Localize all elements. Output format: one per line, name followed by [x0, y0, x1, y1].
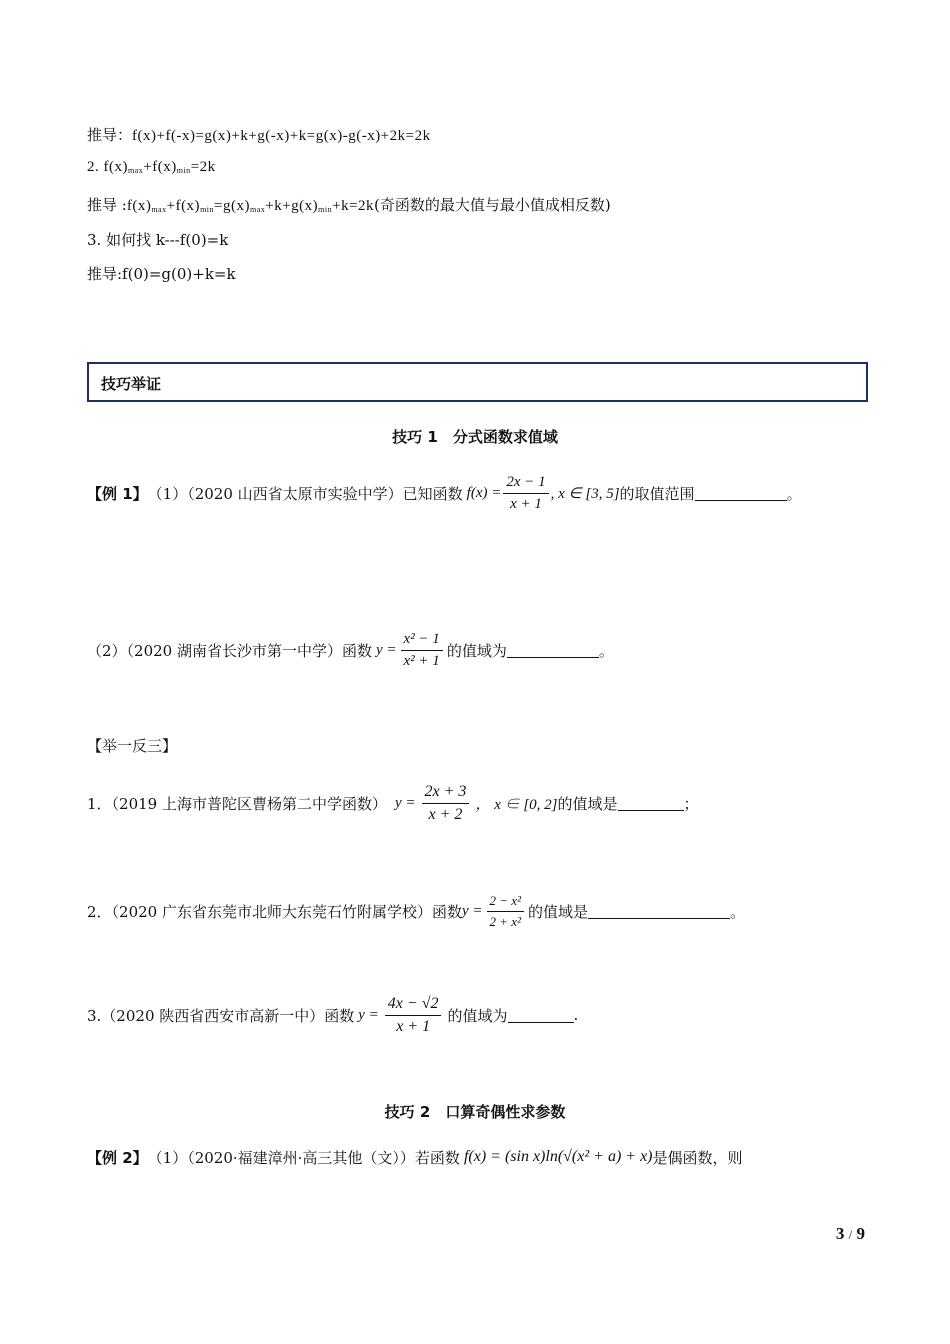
skill-1-title: 技巧 1 分式函数求值域	[392, 428, 558, 446]
question-text: 3.（2020 陕西省西安市高新一中）函数	[87, 1006, 355, 1025]
derivation-prefix: 推导：	[87, 126, 133, 144]
punctuation: 。	[730, 902, 746, 921]
skill-2-title: 技巧 2 口算奇偶性求参数	[384, 1103, 566, 1121]
numerator: 4x − √2	[385, 995, 442, 1016]
fraction	[503, 474, 548, 513]
formula-part: =g(x)	[214, 198, 250, 214]
subscript-min: min	[200, 205, 215, 214]
question-text: 的值域是	[557, 794, 618, 813]
function-name: y =	[462, 902, 483, 919]
answer-blank[interactable]	[507, 642, 599, 658]
punctuation: 。	[786, 484, 802, 503]
page-current: 3	[835, 1224, 845, 1243]
question-text: 的值域为	[447, 1006, 508, 1025]
punctuation: .	[573, 1006, 579, 1024]
item-number: 2.	[87, 159, 100, 175]
derivation-prefix: 推导 :	[87, 196, 127, 214]
formula-part: f(x)	[126, 198, 152, 214]
answer-blank[interactable]	[588, 903, 730, 919]
answer-blank[interactable]	[695, 485, 787, 501]
formula-part: +f(x)	[143, 159, 177, 175]
item-2	[87, 159, 216, 176]
fraction	[385, 995, 442, 1036]
formula-part: +k=2k	[332, 198, 375, 214]
example-label: 【例 2】	[87, 1148, 148, 1167]
question-text: 1．（2019 上海市普陀区曹杨第二中学函数）	[87, 794, 387, 813]
example-1-part-1	[87, 462, 802, 524]
practice-header: 【举一反三】	[87, 737, 178, 755]
question-text: 的值域是	[527, 902, 588, 921]
denominator: 2 + x²	[489, 913, 521, 929]
formula-part: +f(x)	[166, 198, 201, 214]
practice-question-2	[87, 886, 745, 936]
derivation-line-3	[87, 194, 611, 215]
function-name: y =	[376, 641, 397, 658]
practice-question-1	[87, 770, 699, 836]
punctuation: 。	[598, 641, 614, 660]
denominator: x + 1	[510, 495, 542, 512]
fraction	[422, 783, 470, 824]
function-name: y =	[358, 1006, 379, 1023]
derivation-formula: f(x)+f(-x)=g(x)+k+g(-x)+k=g(x)-g(-x)+2k=2k	[132, 128, 431, 144]
question-text: 的取值范围	[619, 484, 695, 503]
numerator: 2x − 1	[503, 474, 548, 494]
page-total: 9	[856, 1224, 865, 1243]
numerator: x² − 1	[401, 631, 443, 651]
subscript-min: min	[318, 205, 333, 214]
section-box	[87, 362, 868, 402]
numerator: 2x + 3	[422, 783, 470, 804]
function-name: y =	[395, 794, 416, 811]
example-label: 【例 1】	[87, 484, 148, 503]
question-text: 2．（2020 广东省东莞市北师大东莞石竹附属学校）函数	[87, 902, 462, 921]
domain: , x ∈ [3, 5]	[550, 485, 620, 502]
formula-part: =2k	[190, 159, 216, 175]
section-title: 技巧举证	[101, 375, 162, 393]
answer-blank[interactable]	[508, 1007, 574, 1023]
example-2	[87, 1142, 743, 1172]
fraction	[487, 893, 524, 930]
punctuation: ；	[683, 794, 699, 813]
item-3: 3. 如何找 k---f(0)=k	[87, 231, 229, 249]
function-name: f(x) =	[466, 484, 502, 501]
subscript-max: max	[128, 166, 144, 175]
formula-part: f(x)	[103, 159, 128, 175]
question-text: （2）（2020 湖南省长沙市第一中学）函数	[87, 641, 372, 660]
denominator: x + 1	[396, 1017, 431, 1035]
answer-blank[interactable]	[618, 795, 684, 811]
page-separator: /	[848, 1227, 853, 1242]
denominator: x² + 1	[403, 652, 440, 669]
denominator: x + 2	[428, 805, 463, 823]
page-number	[836, 1224, 865, 1244]
derivation-line-5: 推导:f(0)=g(0)+k=k	[87, 265, 236, 283]
question-text: 是偶函数，则	[652, 1148, 743, 1167]
numerator: 2 − x²	[487, 893, 524, 912]
derivation-note: (奇函数的最大值与最小值成相反数)	[374, 196, 611, 214]
practice-question-3	[87, 982, 578, 1048]
subscript-min: min	[176, 166, 191, 175]
formula-part: +k+g(x)	[265, 198, 319, 214]
function-formula: f(x) = (sin x)ln(√(x² + a) + x)	[463, 1148, 653, 1165]
subscript-max: max	[151, 205, 167, 214]
subscript-max: max	[249, 205, 266, 214]
domain: ， x ∈ [0, 2]	[475, 796, 558, 813]
question-text: （1）（2020·福建漳州·高三其他（文））若函数	[147, 1148, 460, 1167]
question-text: 的值域为	[446, 641, 507, 660]
derivation-line-1	[87, 124, 431, 145]
question-text: （1）（2020 山西省太原市实验中学）已知函数	[147, 484, 463, 503]
fraction	[401, 631, 443, 670]
example-1-part-2	[87, 620, 614, 680]
